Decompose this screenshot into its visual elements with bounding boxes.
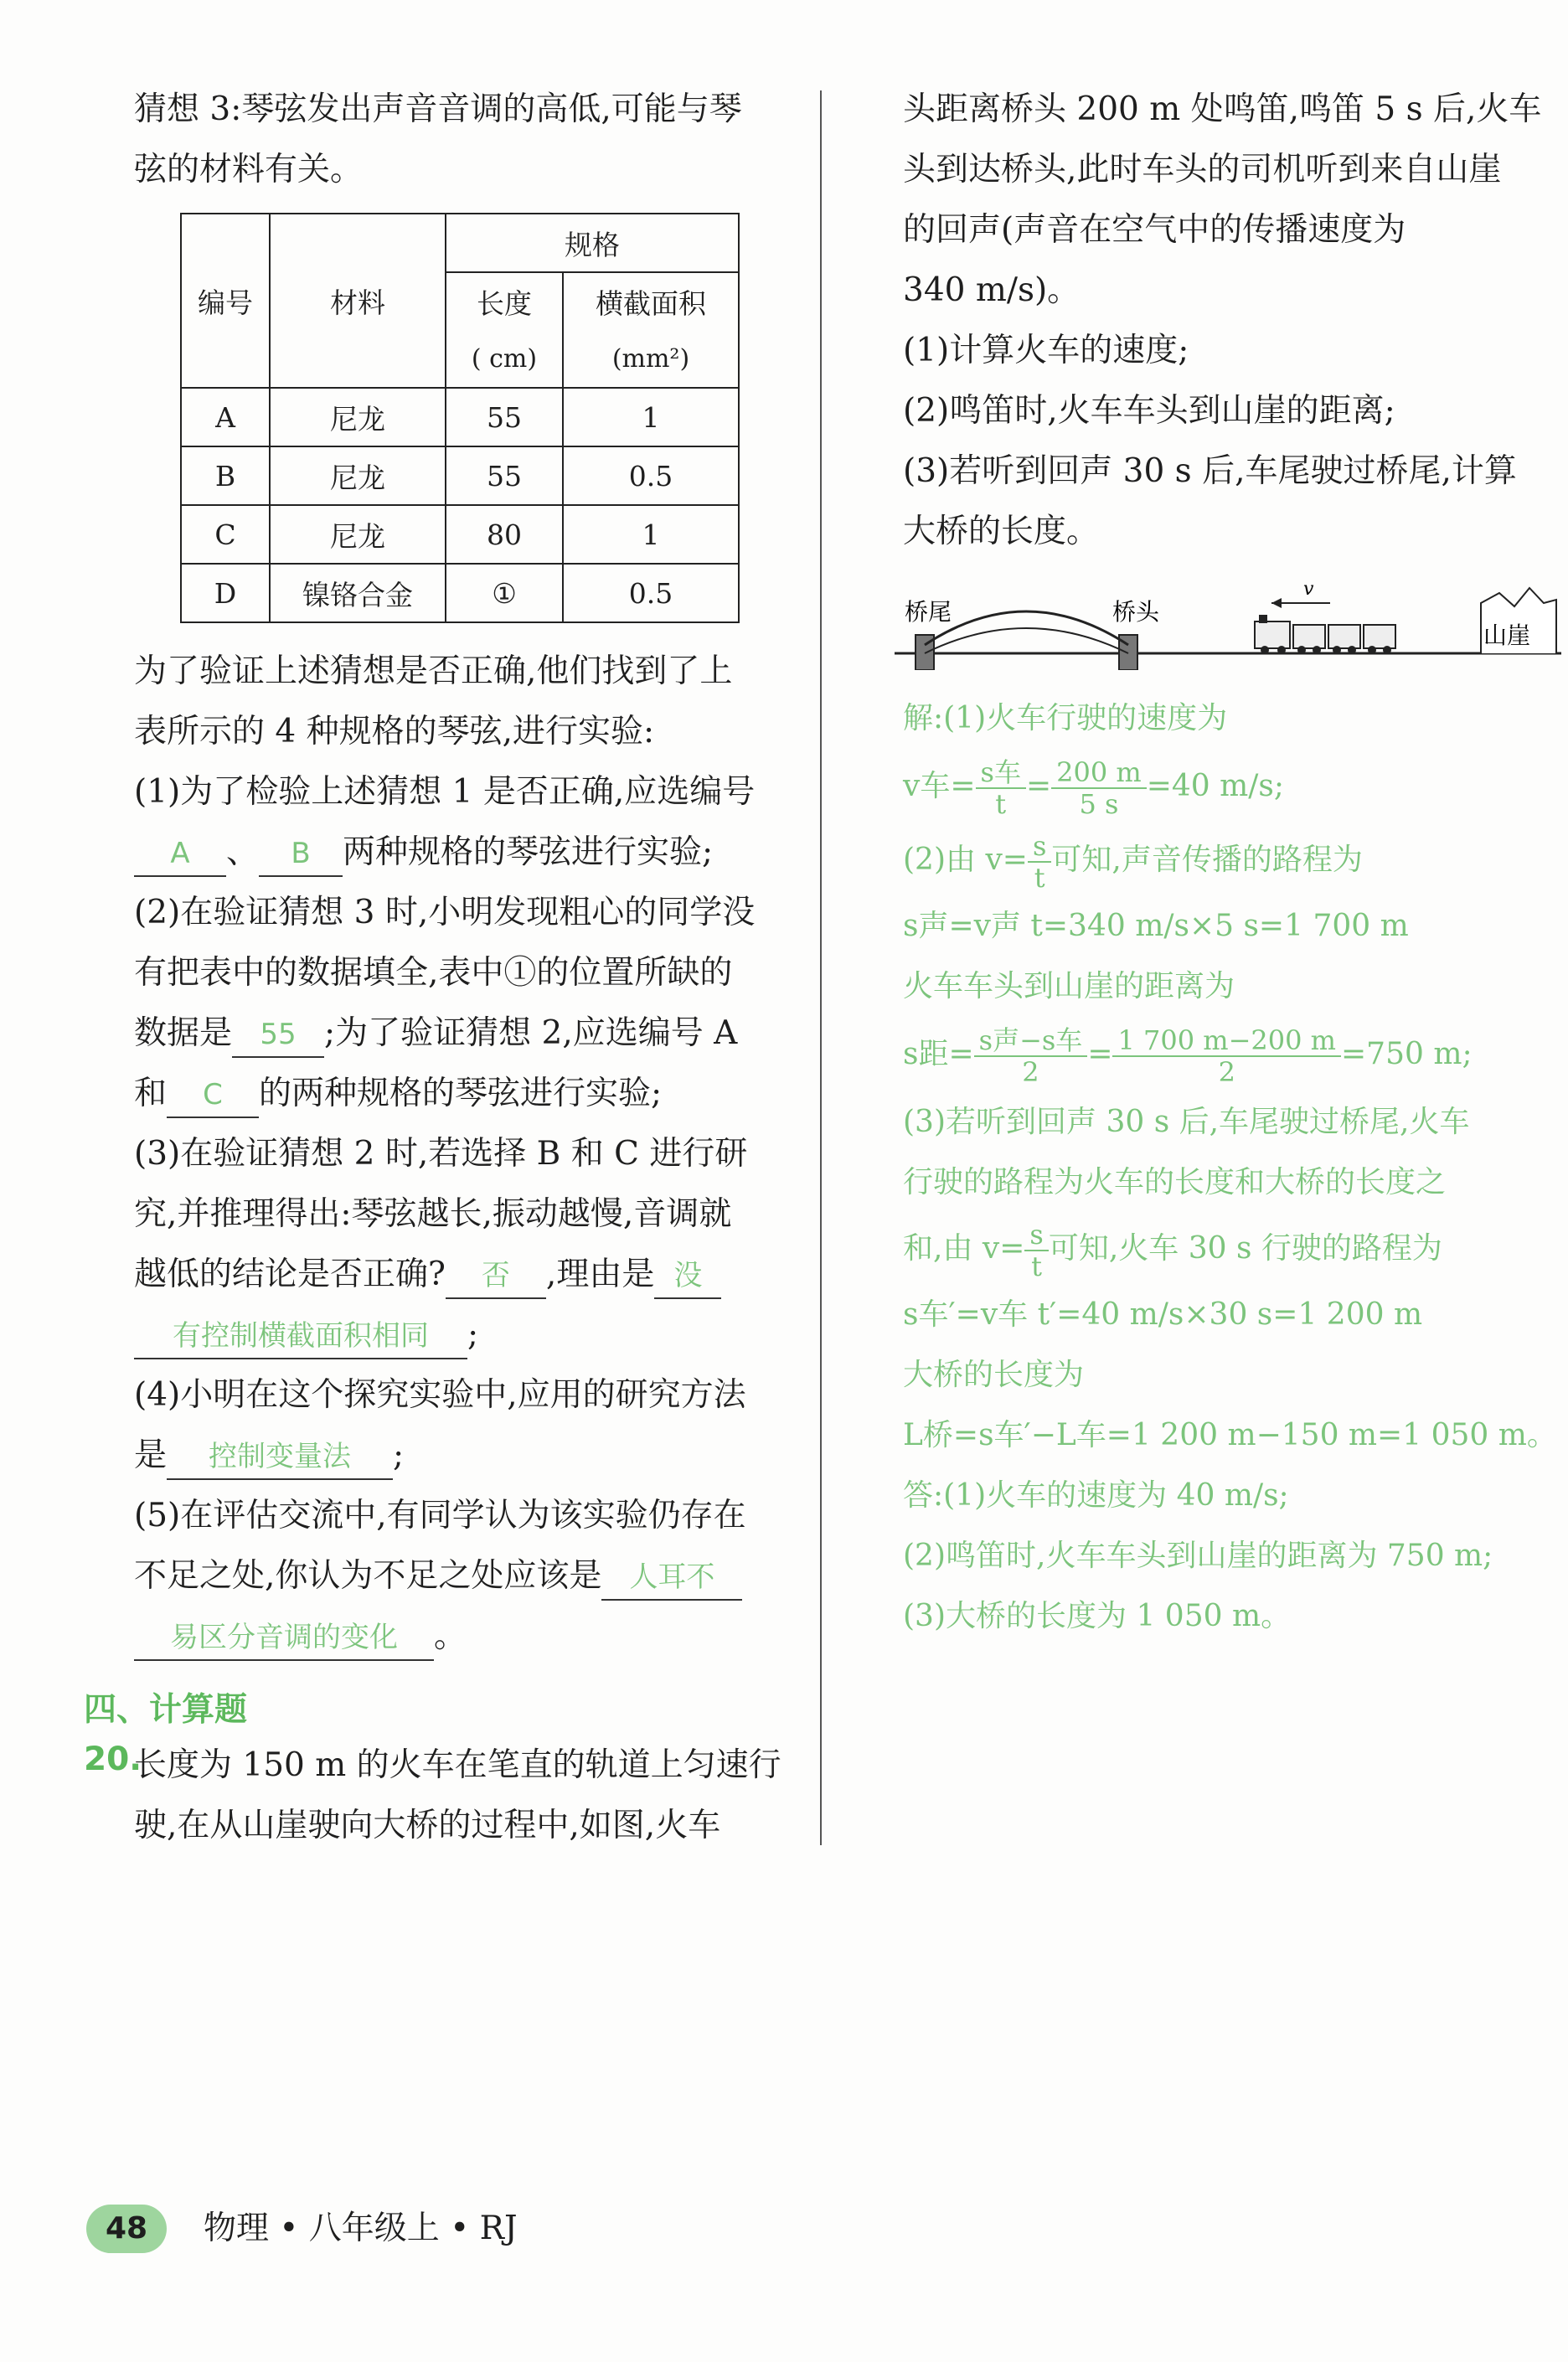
q2-line4-post: 的两种规格的琴弦进行实验; bbox=[259, 1075, 663, 1112]
train-icon bbox=[1255, 615, 1395, 654]
sol-line10: s车′=v车 t′=40 m/s×30 s=1 200 m bbox=[903, 1297, 1423, 1332]
th-area-unit: (mm²) bbox=[563, 330, 739, 388]
sol9-pre: 和,由 v= bbox=[903, 1231, 1025, 1266]
q2-line2: 有把表中的数据填全,表中①的位置所缺的 bbox=[134, 954, 733, 992]
q3-answer-reason-b[interactable]: 有控制横截面积相同 bbox=[134, 1314, 467, 1359]
q3-line4 bbox=[134, 1305, 787, 1365]
fraction-den: 2 bbox=[1218, 1056, 1235, 1088]
cell-length: 80 bbox=[446, 505, 563, 564]
sol-line11: 大桥的长度为 bbox=[903, 1358, 1085, 1392]
cell-id: A bbox=[181, 388, 270, 446]
bridge-arch-inner bbox=[925, 628, 1128, 653]
q1-line1: (1)为了检验上述猜想 1 是否正确,应选编号 bbox=[134, 773, 756, 811]
q2-line3-post: ;为了验证猜想 2,应选编号 A bbox=[324, 1014, 738, 1052]
right-column bbox=[903, 80, 1558, 562]
bridge-head-label: 桥头 bbox=[1112, 598, 1160, 626]
intro-line2: 表所示的 4 种规格的琴弦,进行实验: bbox=[134, 713, 655, 750]
sol6-result: =750 m; bbox=[1341, 1037, 1473, 1071]
sub-question-3-line2: 大桥的长度。 bbox=[903, 513, 1100, 550]
fraction bbox=[1024, 1220, 1048, 1282]
left-column bbox=[134, 80, 787, 200]
cell-length: ① bbox=[446, 564, 563, 622]
q3-line3-pre: 越低的结论是否正确? bbox=[134, 1256, 446, 1293]
column-divider bbox=[820, 90, 822, 1845]
th-spec: 规格 bbox=[446, 214, 739, 272]
cell-id: C bbox=[181, 505, 270, 564]
sol9-post: 可知,火车 30 s 行驶的路程为 bbox=[1048, 1231, 1442, 1266]
cell-material: 尼龙 bbox=[270, 505, 446, 564]
sol-line5: 火车车头到山崖的距离为 bbox=[903, 969, 1235, 1003]
fraction bbox=[1112, 1025, 1341, 1087]
sol-line14: (2)鸣笛时,火车车头到山崖的距离为 750 m; bbox=[903, 1539, 1493, 1573]
fraction bbox=[1051, 757, 1147, 819]
q5-answer-b[interactable]: 易区分音调的变化 bbox=[134, 1616, 434, 1661]
cell-material: 镍铬合金 bbox=[270, 564, 446, 622]
fraction bbox=[1028, 831, 1051, 893]
cell-length: 55 bbox=[446, 446, 563, 505]
q3-line3-mid: ,理由是 bbox=[545, 1256, 655, 1293]
sol6-lhs: s距= bbox=[903, 1037, 974, 1071]
q4-line2-pre: 是 bbox=[134, 1436, 168, 1474]
sol-line1: 解:(1)火车行驶的速度为 bbox=[903, 701, 1228, 735]
q20-cont-line4: 340 m/s)。 bbox=[903, 271, 1081, 309]
fraction bbox=[976, 757, 1026, 819]
intro-line1: 为了验证上述猜想是否正确,他们找到了上 bbox=[134, 652, 733, 690]
sub-question-2: (2)鸣笛时,火车车头到山崖的距离; bbox=[903, 392, 1395, 430]
sol3-pre: (2)由 v= bbox=[903, 843, 1028, 877]
footer-subject: 物理 • 八年级上 • RJ bbox=[204, 2210, 518, 2247]
th-length: 长度 bbox=[446, 272, 563, 330]
q1-answer-a[interactable]: A bbox=[134, 832, 226, 877]
fraction-num: s车 bbox=[976, 757, 1026, 789]
q4-answer[interactable]: 控制变量法 bbox=[167, 1435, 393, 1480]
q20-line2: 驶,在从山崖驶向大桥的过程中,如图,火车 bbox=[134, 1807, 721, 1844]
q2-line1: (2)在验证猜想 3 时,小明发现粗心的同学没 bbox=[134, 894, 756, 931]
th-area: 横截面积 bbox=[563, 272, 739, 330]
bridge-tail-label: 桥尾 bbox=[905, 598, 952, 626]
q3-answer-reason-a[interactable]: 没 bbox=[654, 1254, 721, 1299]
q1-answer-b[interactable]: B bbox=[259, 832, 343, 877]
q5-line2 bbox=[134, 1546, 787, 1606]
sol-line3 bbox=[903, 824, 1558, 896]
sol2-lhs: v车= bbox=[903, 769, 976, 803]
fraction-num: s bbox=[1028, 831, 1051, 863]
velocity-label: v bbox=[1303, 579, 1314, 600]
q5-answer-a[interactable]: 人耳不 bbox=[601, 1555, 742, 1601]
string-spec-table bbox=[180, 213, 740, 623]
q20-line1: 长度为 150 m 的火车在笔直的轨道上匀速行 bbox=[134, 1746, 781, 1784]
q2-answer-length[interactable]: 55 bbox=[232, 1013, 324, 1058]
table-row bbox=[181, 446, 739, 505]
fraction-den: t bbox=[995, 788, 1007, 820]
sol6-eq: = bbox=[1087, 1037, 1113, 1071]
fraction-den: 5 s bbox=[1079, 788, 1119, 820]
page-number-badge: 48 bbox=[86, 2205, 167, 2253]
cell-material: 尼龙 bbox=[270, 388, 446, 446]
cell-area: 1 bbox=[563, 505, 739, 564]
table-row bbox=[181, 388, 739, 446]
section-heading: 四、计算题 bbox=[84, 1691, 248, 1729]
q2-line3-pre: 数据是 bbox=[134, 1014, 233, 1052]
q3-line3 bbox=[134, 1245, 787, 1305]
fraction-num: s声−s车 bbox=[974, 1025, 1088, 1057]
q4-line1: (4)小明在这个探究实验中,应用的研究方法 bbox=[134, 1376, 746, 1414]
q3-line2: 究,并推理得出:琴弦越长,振动越慢,音调就 bbox=[134, 1195, 732, 1233]
th-length-unit: ( cm) bbox=[446, 330, 563, 388]
q3-line1: (3)在验证猜想 2 时,若选择 B 和 C 进行研 bbox=[134, 1135, 748, 1173]
bridge-train-cliff-figure bbox=[895, 570, 1565, 670]
question-20-number: 20. bbox=[84, 1741, 142, 1778]
cliff-label: 山崖 bbox=[1483, 621, 1531, 649]
sol-line6 bbox=[903, 1017, 1558, 1092]
q3-line4-post: ; bbox=[467, 1316, 479, 1354]
cell-length: 55 bbox=[446, 388, 563, 446]
q2-answer-id[interactable]: C bbox=[167, 1073, 259, 1118]
q1-tail: 两种规格的琴弦进行实验; bbox=[343, 833, 714, 871]
sol-line9 bbox=[903, 1213, 1558, 1285]
cell-area: 0.5 bbox=[563, 564, 739, 622]
fraction bbox=[974, 1025, 1088, 1087]
q2-line3 bbox=[134, 1003, 787, 1064]
q1-line2 bbox=[134, 823, 787, 883]
fraction-num: 1 700 m−200 m bbox=[1112, 1025, 1341, 1057]
q4-line2-post: ; bbox=[393, 1436, 405, 1474]
q5-line3 bbox=[134, 1606, 787, 1667]
sub-question-1: (1)计算火车的速度; bbox=[903, 332, 1189, 369]
sol-line4: s声=v声 t=340 m/s×5 s=1 700 m bbox=[903, 909, 1409, 943]
sol-line13: 答:(1)火车的速度为 40 m/s; bbox=[903, 1478, 1289, 1513]
q5-line3-post: 。 bbox=[434, 1617, 467, 1655]
q20-cont-line3: 的回声(声音在空气中的传播速度为 bbox=[903, 211, 1406, 249]
sol2-eq: = bbox=[1025, 769, 1052, 803]
guess3-line1: 猜想 3:琴弦发出声音音调的高低,可能与琴 bbox=[134, 90, 742, 128]
sol-line12: L桥=s车′−L车=1 200 m−150 m=1 050 m。 bbox=[903, 1418, 1557, 1452]
left-questions bbox=[134, 642, 787, 1667]
q5-line2-pre: 不足之处,你认为不足之处应该是 bbox=[134, 1557, 602, 1595]
sol2-result: =40 m/s; bbox=[1146, 769, 1285, 803]
q20-cont-line2: 头到达桥头,此时车头的司机听到来自山崖 bbox=[903, 151, 1502, 188]
cell-id: D bbox=[181, 564, 270, 622]
sub-question-3-line1: (3)若听到回声 30 s 后,车尾驶过桥尾,计算 bbox=[903, 452, 1517, 490]
sol-line7: (3)若听到回声 30 s 后,车尾驶过桥尾,火车 bbox=[903, 1105, 1470, 1139]
q5-line1: (5)在评估交流中,有同学认为该实验仍存在 bbox=[134, 1497, 746, 1534]
q3-answer-yesno[interactable]: 否 bbox=[446, 1254, 546, 1299]
cell-id: B bbox=[181, 446, 270, 505]
q20-left bbox=[134, 1735, 787, 1856]
sol-line2 bbox=[903, 749, 1558, 824]
q1-sep: 、 bbox=[226, 833, 260, 871]
fraction-den: 2 bbox=[1022, 1056, 1039, 1088]
fraction-num: 200 m bbox=[1051, 757, 1147, 789]
q20-cont-line1: 头距离桥头 200 m 处鸣笛,鸣笛 5 s 后,火车 bbox=[903, 90, 1542, 128]
cell-material: 尼龙 bbox=[270, 446, 446, 505]
guess3-line2: 弦的材料有关。 bbox=[134, 151, 364, 188]
table-row bbox=[181, 505, 739, 564]
table-row bbox=[181, 564, 739, 622]
th-material: 材料 bbox=[270, 214, 446, 388]
sol-line15: (3)大桥的长度为 1 050 m。 bbox=[903, 1599, 1292, 1633]
sol3-post: 可知,声音传播的路程为 bbox=[1051, 843, 1363, 877]
th-id: 编号 bbox=[181, 214, 270, 388]
fraction-den: t bbox=[1031, 1251, 1043, 1282]
fraction-num: s bbox=[1024, 1220, 1048, 1251]
q4-line2 bbox=[134, 1426, 787, 1486]
cell-area: 0.5 bbox=[563, 446, 739, 505]
q2-line4 bbox=[134, 1064, 787, 1124]
fraction-den: t bbox=[1034, 862, 1045, 894]
sol-line8: 行驶的路程为火车的长度和大桥的长度之 bbox=[903, 1165, 1447, 1199]
arrow-head-icon bbox=[1271, 598, 1282, 608]
cell-area: 1 bbox=[563, 388, 739, 446]
q2-line4-pre: 和 bbox=[134, 1075, 168, 1112]
solution-block bbox=[903, 688, 1558, 1647]
